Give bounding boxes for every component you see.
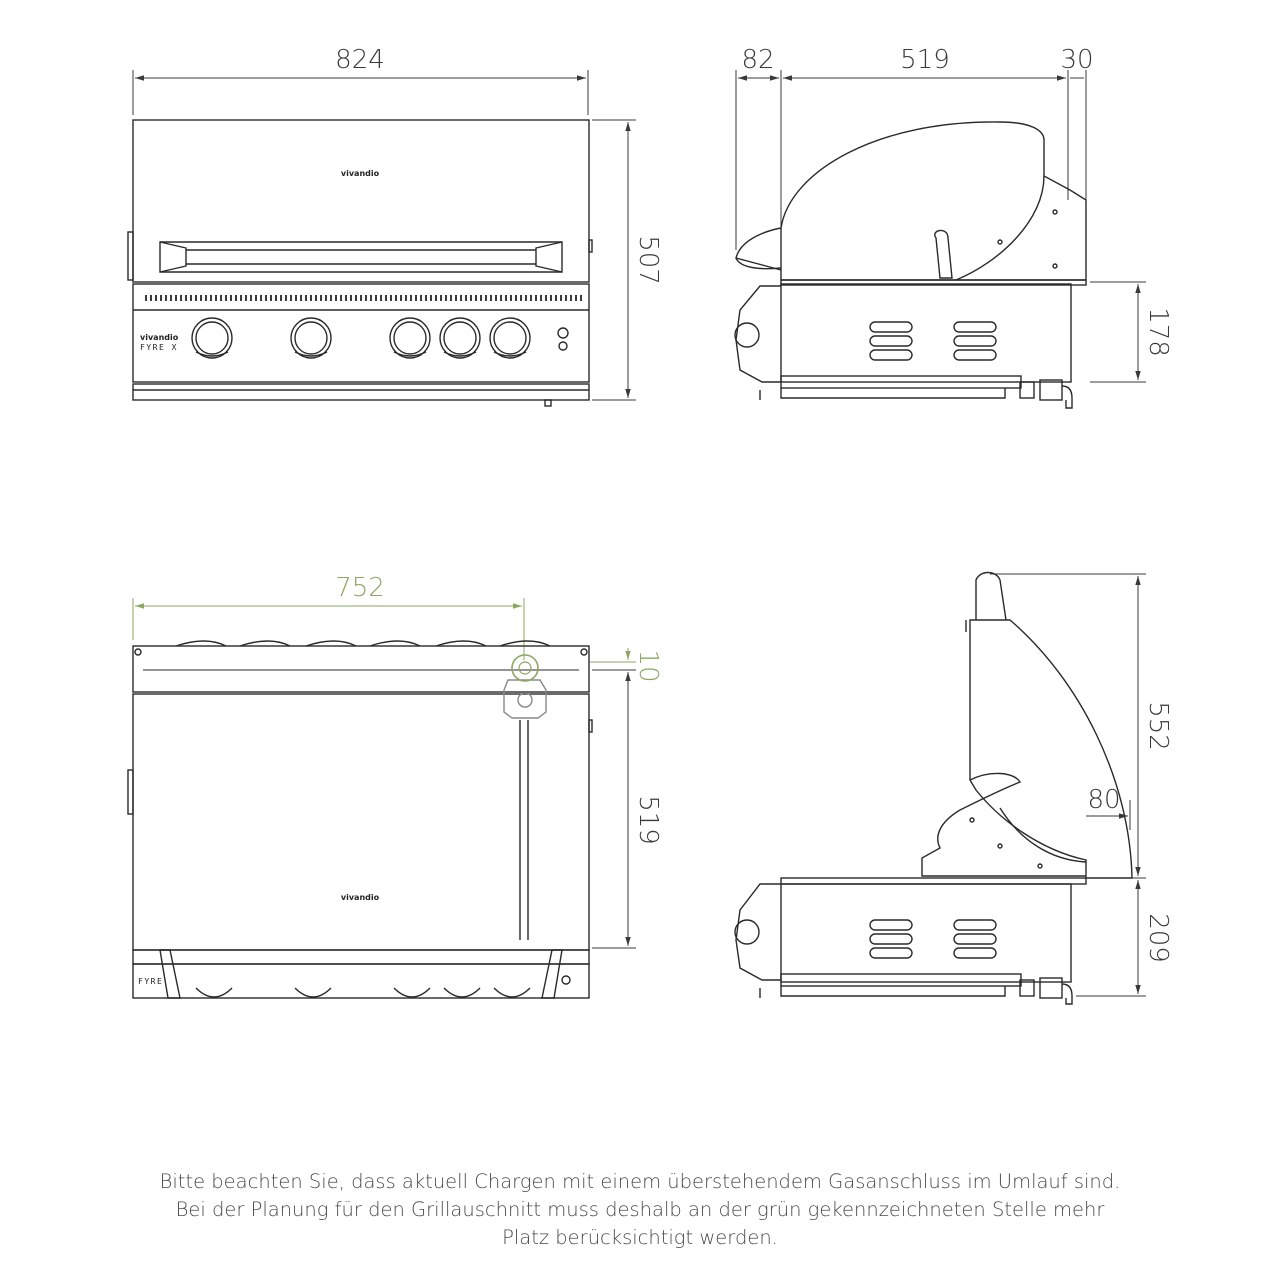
front-knob-2 [291,318,331,358]
top-back-rail [133,646,589,692]
front-knob-5 [490,318,530,358]
top-depth-dimension [592,670,636,948]
note-line-3: Platz berücksichtigt werden. [502,1226,778,1249]
top-gas-connector-highlight [512,655,538,681]
front-drip-tray [133,384,589,400]
side-closed-height-label: 178 [1143,307,1173,357]
front-panel-model: FYRE X [140,343,178,352]
front-height-dimension [592,120,636,400]
side-open-vents [870,920,996,958]
note-line-1: Bitte beachten Sie, dass aktuell Chargen mit einem überstehendem Gasanschluss im Umlauf sind. [159,1170,1121,1193]
front-view [128,70,636,406]
installation-note [0,1168,1280,1252]
top-view [128,598,636,998]
front-height-label: 507 [633,235,663,285]
note-line-2: Bei der Planung für den Grillauschnitt muss deshalb an der grün gekennzeichneten Stelle mehr [175,1198,1105,1221]
top-gas-pipe [504,680,546,940]
side-closed-height-dimension [1090,282,1146,382]
top-width-dimension [133,598,524,660]
front-width-label: 824 [335,45,385,75]
side-open-body-label: 209 [1143,913,1173,963]
front-knob-4 [440,318,480,358]
side-closed-gas-connector [1020,380,1072,408]
side-view-closed [735,70,1146,408]
top-model: FYRE [138,977,164,986]
side-open-offset-label: 80 [1087,785,1121,815]
side-closed-top-mid-label: 519 [900,45,950,75]
front-ignition-button [558,328,568,350]
side-open-body-dimension [1076,880,1146,996]
front-width-dimension [133,70,588,115]
top-width-label: 752 [335,573,385,603]
side-open-lid [970,620,1132,878]
top-front-rail [133,950,589,964]
side-closed-top-left-label: 82 [741,45,775,75]
top-brand: vivandio [340,893,380,902]
top-depth-label: 519 [633,795,663,845]
front-lid-brand: vivandio [340,169,380,178]
top-knob-tops [196,988,530,997]
front-lid [133,120,589,282]
front-panel-brand: vivandio [140,333,179,342]
side-closed-body [781,284,1071,382]
side-open-lid-dimension [990,574,1146,878]
front-knob-1 [192,318,232,358]
front-handle [160,242,562,272]
top-offset-label: 10 [633,649,663,683]
side-view-open [735,573,1146,1005]
front-knob-3 [390,318,430,358]
side-closed-top-dimensions [736,70,1086,250]
side-open-lid-label: 552 [1143,701,1173,751]
side-closed-vents [870,322,996,360]
side-closed-top-right-label: 30 [1060,45,1094,75]
side-open-body [781,884,1071,982]
top-offset-dimension [590,648,636,662]
